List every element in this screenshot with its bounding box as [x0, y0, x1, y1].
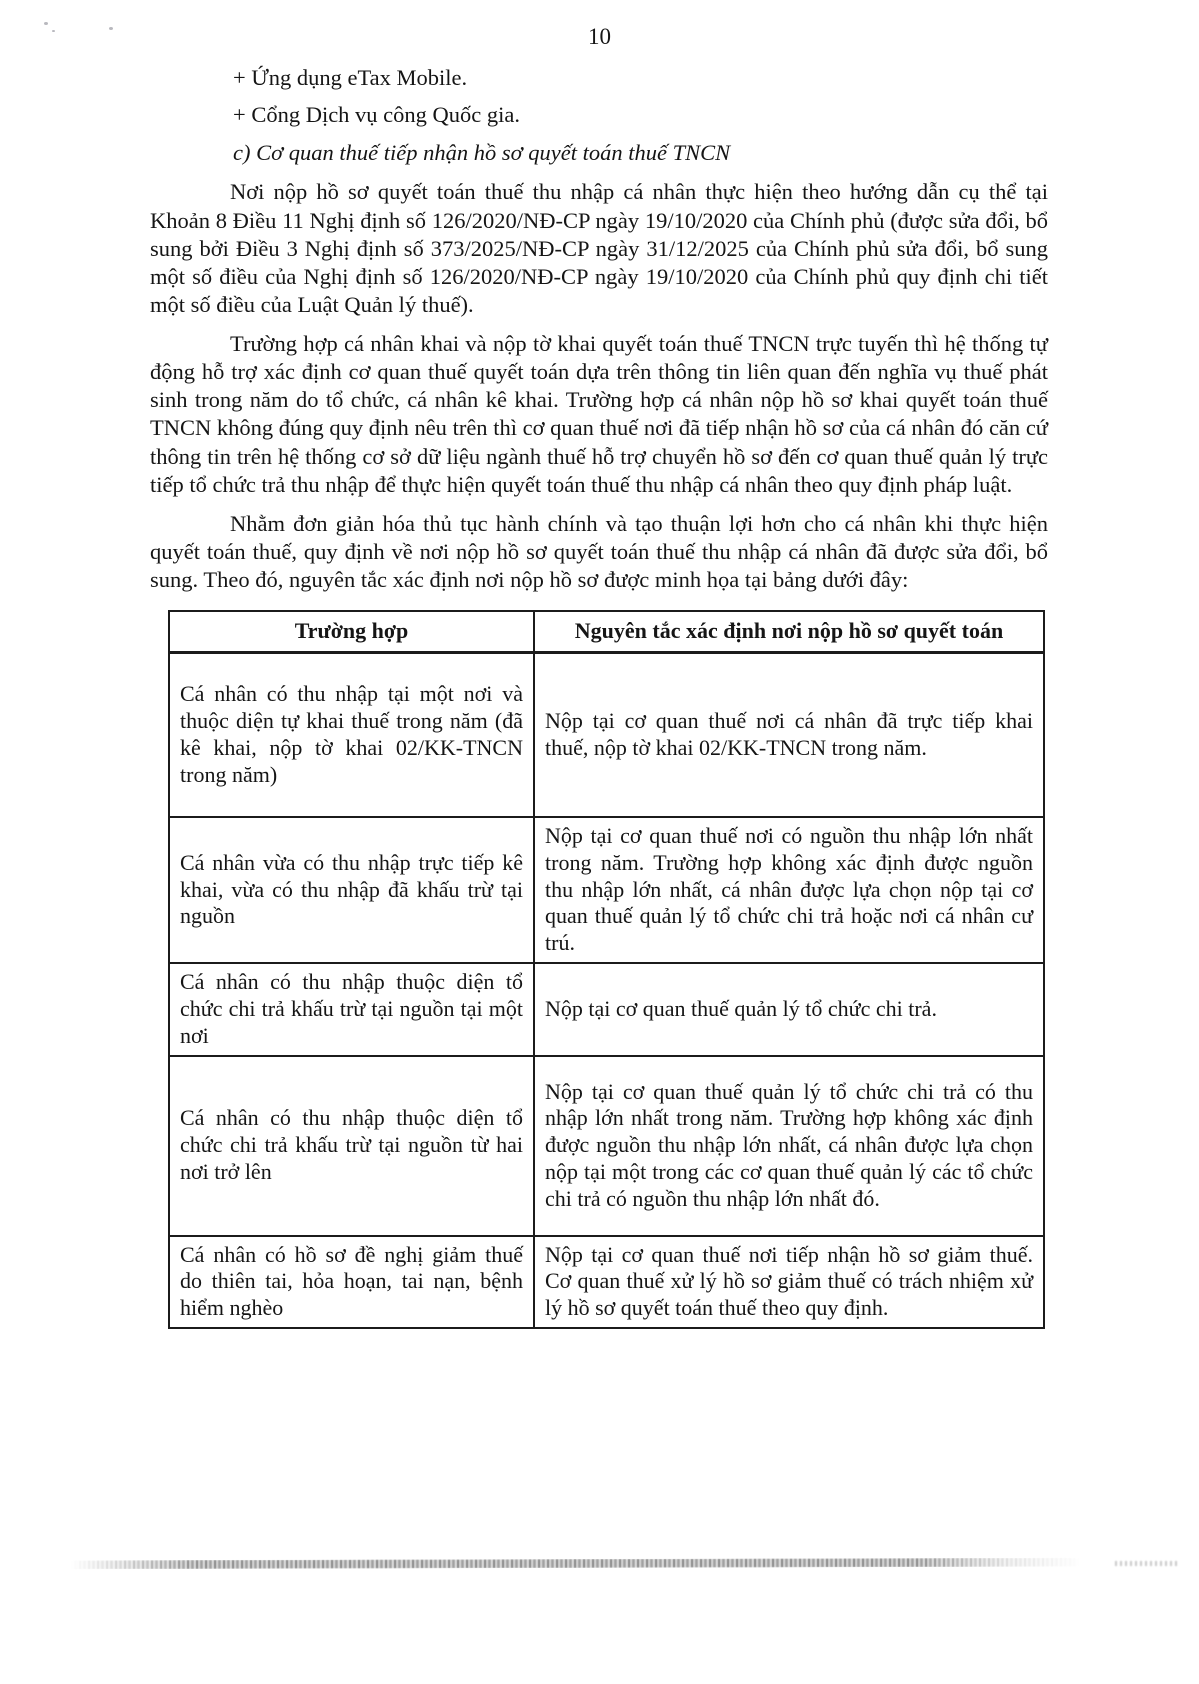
- table-header-case: Trường hợp: [169, 611, 534, 652]
- case-cell: Cá nhân có hồ sơ đề nghị giảm thuế do thiên tai, hỏa hoạn, tai nạn, bệnh hiểm nghèo: [169, 1236, 534, 1328]
- rule-cell: Nộp tại cơ quan thuế nơi cá nhân đã trực tiếp khai thuế, nộp tờ khai 02/KK-TNCN trong năm.: [534, 652, 1044, 817]
- table-header-row: [169, 611, 1044, 652]
- rule-cell: Nộp tại cơ quan thuế nơi có nguồn thu nhập lớn nhất trong năm. Trường hợp không xác định được nguồn thu nhập lớn nhất, cá nhân được lựa chọn nộp tại cơ quan thuế quản lý tổ chức chi trả hoặc nơi cá nhân cư trú.: [534, 817, 1044, 963]
- table-row: [169, 963, 1044, 1055]
- paragraph-simplification: Nhằm đơn giản hóa thủ tục hành chính và tạo thuận lợi hơn cho cá nhân khi thực hiện quyết toán thuế, quy định về nơi nộp hồ sơ quyết toán thuế thu nhập cá nhân đã được sửa đổi, bổ sung. Theo đó, nguyên tắc xác định nơi nộp hồ sơ được minh họa tại bảng dưới đây:: [150, 510, 1048, 592]
- table-row: [169, 817, 1044, 963]
- case-cell: Cá nhân có thu nhập thuộc diện tổ chức chi trả khấu trừ tại nguồn từ hai nơi trở lên: [169, 1056, 534, 1236]
- filing-location-table: [168, 610, 1045, 1329]
- rule-cell: Nộp tại cơ quan thuế quản lý tổ chức chi trả có thu nhập lớn nhất trong năm. Trường hợp không xác định được nguồn thu nhập lớn nhất, cá nhân được lựa chọn nộp tại một trong các cơ quan thuế quản lý các tổ chức chi trả có nguồn thu nhập lớn nhất đó.: [534, 1056, 1044, 1236]
- section-heading: c) Cơ quan thuế tiếp nhận hồ sơ quyết toán thuế TNCN: [233, 140, 731, 166]
- table-row: [169, 1056, 1044, 1236]
- list-item-public-service-portal: + Cổng Dịch vụ công Quốc gia.: [233, 102, 521, 128]
- table-row: [169, 652, 1044, 817]
- page-content: [150, 64, 1048, 1329]
- scan-artifact-line: [70, 1558, 1082, 1570]
- paragraph-online-filing: Trường hợp cá nhân khai và nộp tờ khai quyết toán thuế TNCN trực tuyến thì hệ thống tự động hỗ trợ xác định cơ quan thuế quyết toán dựa trên thông tin liên quan đến nghĩa vụ thuế phát sinh trong năm do tổ chức, cá nhân kê khai. Trường hợp cá nhân nộp hồ sơ khai quyết toán thuế TNCN không đúng quy định nêu trên thì cơ quan thuế nơi đã tiếp nhận hồ sơ của cá nhân đó căn cứ thông tin trên hệ thống cơ sở dữ liệu ngành thuế hỗ trợ chuyển hồ sơ đến cơ quan thuế quản lý trực tiếp tổ chức trả thu nhập để thực hiện quyết toán thuế thu nhập cá nhân theo quy định pháp luật.: [150, 331, 1048, 497]
- page-number: 10: [588, 24, 611, 49]
- case-cell: Cá nhân vừa có thu nhập trực tiếp kê khai, vừa có thu nhập đã khấu trừ tại nguồn: [169, 817, 534, 963]
- rule-cell: Nộp tại cơ quan thuế nơi tiếp nhận hồ sơ giảm thuế. Cơ quan thuế xử lý hồ sơ giảm thuế có trách nhiệm xử lý hồ sơ quyết toán thuế theo quy định.: [534, 1236, 1044, 1328]
- rule-cell: Nộp tại cơ quan thuế quản lý tổ chức chi trả.: [534, 963, 1044, 1055]
- table-header-rule: Nguyên tắc xác định nơi nộp hồ sơ quyết toán: [534, 611, 1044, 652]
- scan-noise-speck: [44, 22, 48, 25]
- table-row: [169, 1236, 1044, 1328]
- paragraph-filing-place: Nơi nộp hồ sơ quyết toán thuế thu nhập cá nhân thực hiện theo hướng dẫn cụ thể tại Khoản 8 Điều 11 Nghị định số 126/2020/NĐ-CP ngày 19/10/2020 của Chính phủ (được sửa đổi, bổ sung bởi Điều 3 Nghị định số 373/2025/NĐ-CP ngày 31/12/2025 của Chính phủ sửa đổi, bổ sung một số điều của Nghị định số 126/2020/NĐ-CP ngày 19/10/2020 của Chính phủ quy định chi tiết một số điều của Luật Quản lý thuế).: [150, 179, 1048, 317]
- case-cell: Cá nhân có thu nhập tại một nơi và thuộc diện tự khai thuế trong năm (đã kê khai, nộp tờ khai 02/KK-TNCN trong năm): [169, 652, 534, 817]
- scan-noise-speck: [52, 30, 55, 32]
- list-item-etax-mobile: + Ứng dụng eTax Mobile.: [233, 65, 468, 90]
- scan-noise-speck: [109, 27, 113, 30]
- scan-artifact-tail: [1115, 1561, 1177, 1566]
- case-cell: Cá nhân có thu nhập thuộc diện tổ chức chi trả khấu trừ tại nguồn tại một nơi: [169, 963, 534, 1055]
